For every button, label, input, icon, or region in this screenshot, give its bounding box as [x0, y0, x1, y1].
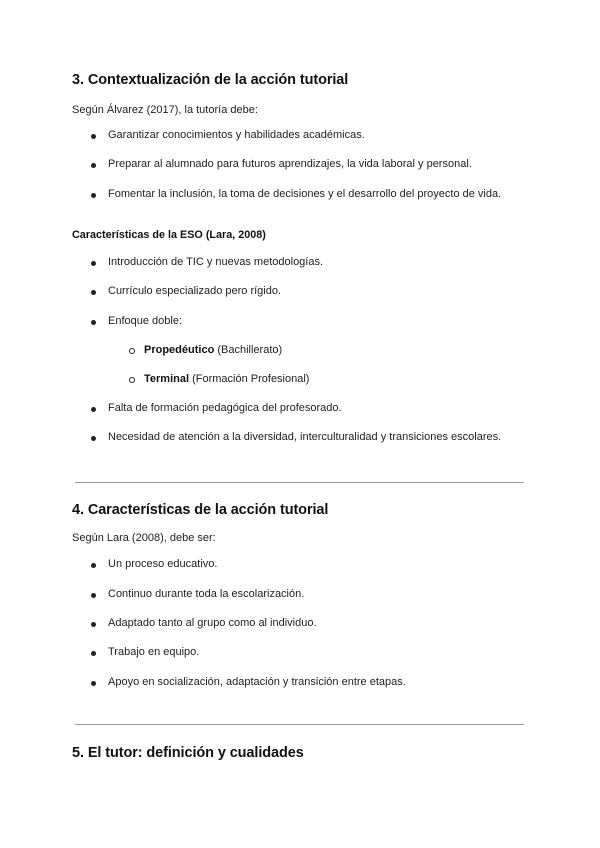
subitem-detail: (Bachillerato) [214, 344, 283, 356]
section-5-heading: 5. El tutor: definición y cualidades [72, 745, 304, 761]
bullet-icon [91, 651, 96, 656]
subitem-detail: (Formación Profesional) [189, 373, 310, 385]
bullet-icon [91, 436, 96, 441]
bullet-icon [91, 290, 96, 295]
hollow-bullet-icon [129, 348, 135, 354]
section-4-heading: 4. Características de la acción tutorial [72, 502, 329, 518]
section-divider [75, 482, 524, 483]
section-3-intro: Según Álvarez (2017), la tutoría debe: [72, 104, 258, 116]
bullet-icon [91, 563, 96, 568]
document-page: 3. Contextualización de la acción tutorial Según Álvarez (2017), la tutoría debe: Garantizar conocimientos y habilidades académicas. Preparar al alumnado para futuros aprendizajes, la vida laboral y personal. Fomentar la inclusión, la toma de decisiones y el desarrollo del proyecto de vida. Características de la ESO (Lara, 2008) Introducción de TIC y nuevas metodologías. Currículo especializado pero rígido. Enfoque doble: Propedéutico (Bachillerato) Terminal (Formación Profesional) Falta de formación pedagógica del profesorado. Necesidad de atención a la diversidad, interculturalidad y transiciones escolares. 4. Características de la acción tutorial Según Lara (2008), debe ser: Un proceso educativo. Continuo durante toda la escolarización. Adaptado tanto al grupo como al individuo. Trabajo en equipo. Apoyo en socialización, adaptación y transición entre etapas. 5. El tutor: definición y cualidades [0, 0, 600, 848]
bullet-icon [91, 622, 96, 627]
hollow-bullet-icon [129, 377, 135, 383]
section-3-heading: 3. Contextualización de la acción tutorial [72, 72, 349, 88]
bullet-icon [91, 163, 96, 168]
subitem-term: Terminal [144, 373, 190, 385]
eso-subheading: Características de la ESO (Lara, 2008) [72, 229, 266, 241]
section-divider [75, 724, 524, 725]
bullet-icon [91, 134, 96, 139]
bullet-icon [91, 681, 96, 686]
section-4-intro: Según Lara (2008), debe ser: [72, 532, 216, 544]
bullet-icon [91, 193, 96, 198]
bullet-icon [91, 407, 96, 412]
bullet-icon [91, 261, 96, 266]
bullet-icon [91, 593, 96, 598]
subitem-term: Propedéutico [144, 344, 215, 356]
bullet-icon [91, 320, 96, 325]
